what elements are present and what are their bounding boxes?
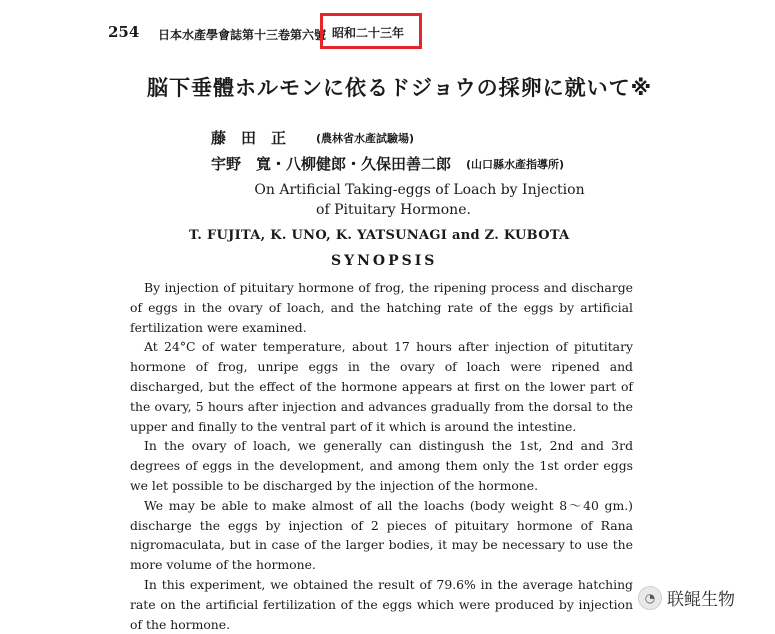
affiliation-jp-2: (山口縣水產指導所) xyxy=(466,158,565,171)
english-title-line2: of Pituitary Hormone. xyxy=(316,202,471,218)
era-date: 昭和二十三年 xyxy=(332,26,405,40)
author-jp-1: 藤 田 正 xyxy=(211,129,287,147)
watermark-text: 联鲲生物 xyxy=(667,590,735,610)
watermark xyxy=(638,585,735,610)
page-number: 254 xyxy=(108,23,140,41)
japanese-title: 脳下垂體ホルモンに依るドジョウの採卵に就いて※ xyxy=(147,76,652,100)
author-jp-2: 宇野 寬・八柳健郎・久保田善二郎 xyxy=(211,155,452,173)
wechat-icon: ◔ xyxy=(638,586,662,610)
synopsis-heading: SYNOPSIS xyxy=(331,253,438,269)
journal-title: 日本水產學會誌第十三卷第六號 xyxy=(158,28,327,42)
paragraph: In the ovary of loach, we generally can distingush the 1st, 2nd and 3rd degrees of eggs in the development, and among them only the 1st order eggs we let possible to be discharged by the injection of the hormone. xyxy=(130,438,633,493)
paragraph: We may be able to make almost of all the loachs (body weight 8～40 gm.) discharge the eggs by injection of 2 pieces of pituitary hormone of Rana nigromaculata, but in case of the larger bodies, it may be necessary to use the more volume of the hormone. xyxy=(130,497,633,573)
paragraph: At 24°C of water temperature, about 17 hours after injection of pitutitary hormone of frog, unripe eggs in the ovary of loach were ripened and discharged, but the effect of the hormone appears at first on the lower part of the ovary, 5 hours after injection and advances gradually from the dorsal to the upper and finally to the ventral part of it which is around the intestine. xyxy=(130,339,633,434)
affiliation-jp-1: (農林省水產試驗場) xyxy=(316,132,415,145)
english-authors: T. FUJITA, K. UNO, K. YATSUNAGI and Z. KUBOTA xyxy=(189,228,570,243)
english-title-line1: On Artificial Taking-eggs of Loach by Injection xyxy=(254,182,585,198)
paragraph: In this experiment, we obtained the result of 79.6% in the average hatching rate on the artificial fertilization of the eggs which were produced by injection of the hormone. xyxy=(130,576,633,632)
synopsis-body xyxy=(130,278,633,634)
paragraph: By injection of pituitary hormone of frog, the ripening process and discharge of eggs in the ovary of loach, and the hatching rate of the eggs by artificial fertilization were examined. xyxy=(130,280,633,335)
